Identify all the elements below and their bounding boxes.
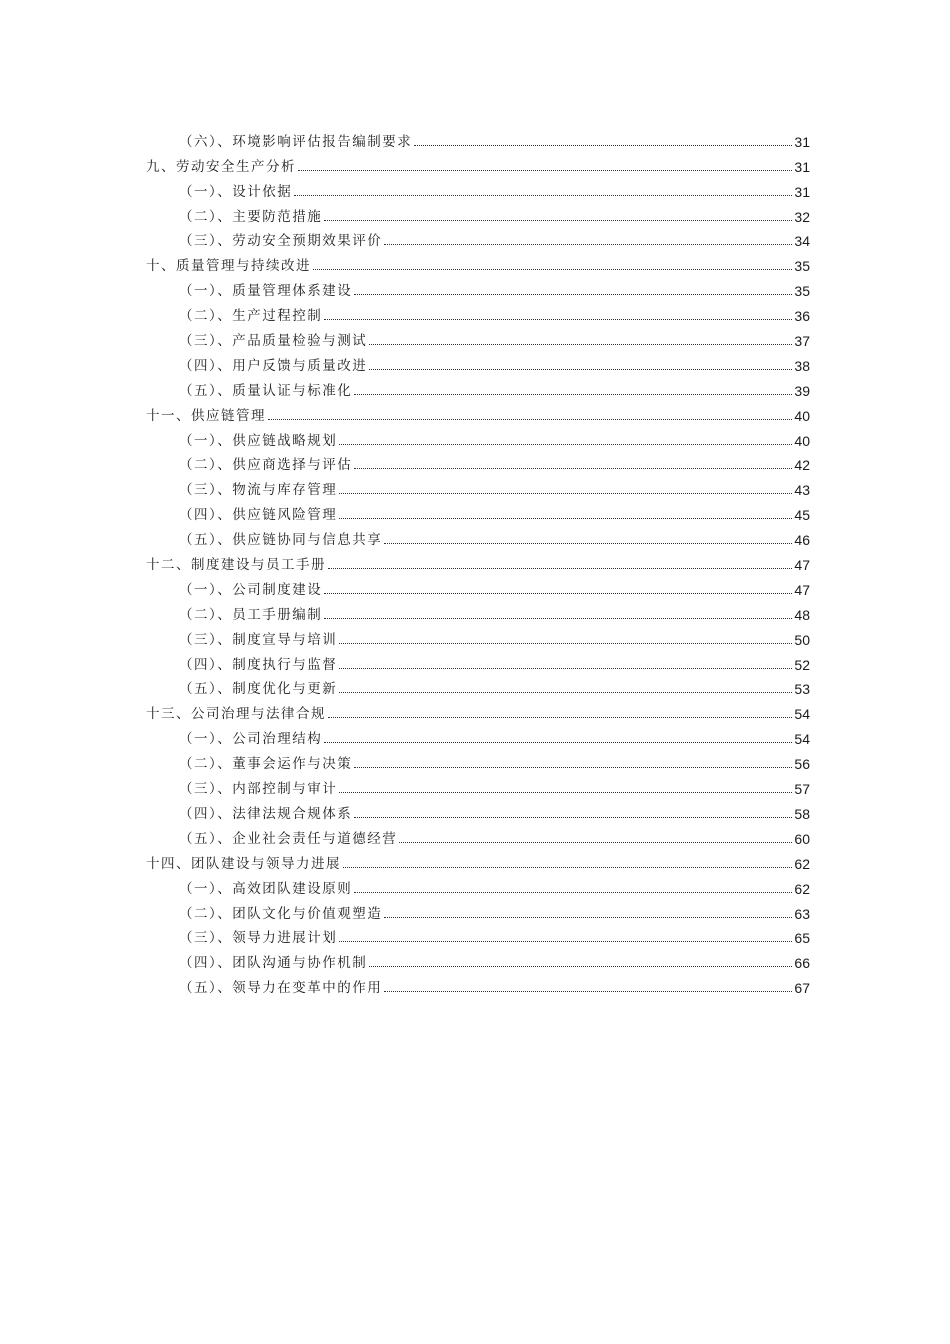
toc-entry-page-number: 48: [794, 606, 810, 623]
toc-entry-page-number: 40: [794, 432, 810, 449]
toc-section-entry[interactable]: [146, 299, 810, 324]
toc-entry-page-number: 32: [794, 208, 810, 225]
dot-leader: [324, 219, 792, 221]
toc-entry-page-number: 65: [794, 930, 810, 947]
toc-section-entry[interactable]: [146, 324, 810, 349]
toc-entry-page-number: 34: [794, 233, 810, 250]
toc-entry-page-number: 47: [794, 557, 810, 574]
dot-leader: [339, 492, 792, 494]
toc-entry-title: （三）、物流与库存管理: [179, 482, 338, 499]
toc-entry-title: （四）、团队沟通与协作机制: [179, 955, 368, 972]
toc-entry-title: （三）、劳动安全预期效果评价: [179, 233, 383, 250]
toc-entry-title: （一）、设计依据: [179, 183, 293, 200]
toc-section-entry[interactable]: [146, 175, 810, 200]
toc-entry-page-number: 35: [794, 258, 810, 275]
toc-entry-title: （一）、公司治理结构: [179, 731, 323, 748]
toc-entry-page-number: 31: [794, 183, 810, 200]
toc-entry-page-number: 35: [794, 283, 810, 300]
dot-leader: [298, 169, 792, 171]
toc-entry-title: （一）、供应链战略规划: [179, 432, 338, 449]
toc-section-entry[interactable]: [146, 747, 810, 772]
toc-entry-title: （五）、质量认证与标准化: [179, 382, 353, 399]
toc-entry-title: 十三、公司治理与法律合规: [146, 706, 326, 723]
toc-section-entry[interactable]: [146, 971, 810, 996]
toc-entry-title: 十二、制度建设与员工手册: [146, 557, 326, 574]
toc-entry-page-number: 63: [794, 905, 810, 922]
toc-section-entry[interactable]: [146, 872, 810, 897]
table-of-contents: [146, 125, 810, 996]
dot-leader: [384, 916, 792, 918]
dot-leader: [328, 716, 792, 718]
dot-leader: [354, 393, 792, 395]
dot-leader: [384, 243, 792, 245]
toc-entry-title: （四）、供应链风险管理: [179, 507, 338, 524]
toc-section-entry[interactable]: [146, 673, 810, 698]
dot-leader: [339, 667, 792, 669]
toc-entry-title: （五）、供应链协同与信息共享: [179, 532, 383, 549]
toc-entry-page-number: 38: [794, 357, 810, 374]
toc-entry-page-number: 45: [794, 507, 810, 524]
dot-leader: [399, 841, 792, 843]
toc-entry-page-number: 53: [794, 681, 810, 698]
toc-entry-page-number: 36: [794, 308, 810, 325]
dot-leader: [339, 940, 792, 942]
toc-chapter-entry[interactable]: [146, 399, 810, 424]
toc-entry-page-number: 31: [794, 133, 810, 150]
toc-section-entry[interactable]: [146, 797, 810, 822]
toc-chapter-entry[interactable]: [146, 697, 810, 722]
dot-leader: [369, 368, 792, 370]
toc-entry-title: 十一、供应链管理: [146, 407, 266, 424]
toc-entry-title: （五）、制度优化与更新: [179, 681, 338, 698]
toc-entry-page-number: 52: [794, 656, 810, 673]
toc-entry-title: （五）、企业社会责任与道德经营: [179, 830, 398, 847]
toc-entry-page-number: 43: [794, 482, 810, 499]
toc-entry-title: （六）、环境影响评估报告编制要求: [179, 133, 413, 150]
toc-chapter-entry[interactable]: [146, 150, 810, 175]
toc-section-entry[interactable]: [146, 449, 810, 474]
dot-leader: [339, 517, 792, 519]
dot-leader: [369, 965, 792, 967]
toc-section-entry[interactable]: [146, 225, 810, 250]
toc-entry-page-number: 46: [794, 532, 810, 549]
toc-chapter-entry[interactable]: [146, 548, 810, 573]
dot-leader: [343, 866, 792, 868]
toc-section-entry[interactable]: [146, 946, 810, 971]
dot-leader: [324, 741, 792, 743]
dot-leader: [324, 592, 792, 594]
toc-entry-title: （二）、董事会运作与决策: [179, 756, 353, 773]
toc-section-entry[interactable]: [146, 822, 810, 847]
toc-entry-page-number: 67: [794, 980, 810, 997]
dot-leader: [384, 990, 792, 992]
toc-section-entry[interactable]: [146, 374, 810, 399]
toc-section-entry[interactable]: [146, 623, 810, 648]
toc-entry-title: （四）、法律法规合规体系: [179, 805, 353, 822]
toc-entry-title: （二）、供应商选择与评估: [179, 457, 353, 474]
toc-entry-page-number: 47: [794, 581, 810, 598]
toc-section-entry[interactable]: [146, 772, 810, 797]
dot-leader: [354, 467, 792, 469]
toc-entry-title: （五）、领导力在变革中的作用: [179, 980, 383, 997]
toc-entry-page-number: 39: [794, 382, 810, 399]
toc-entry-page-number: 56: [794, 756, 810, 773]
toc-entry-page-number: 31: [794, 158, 810, 175]
toc-entry-title: （三）、领导力进展计划: [179, 930, 338, 947]
toc-entry-title: （一）、公司制度建设: [179, 581, 323, 598]
toc-entry-title: （二）、生产过程控制: [179, 308, 323, 325]
toc-section-entry[interactable]: [146, 897, 810, 922]
toc-section-entry[interactable]: [146, 598, 810, 623]
toc-section-entry[interactable]: [146, 349, 810, 374]
dot-leader: [354, 891, 792, 893]
dot-leader: [268, 418, 792, 420]
toc-entry-title: （一）、质量管理体系建设: [179, 283, 353, 300]
dot-leader: [313, 268, 792, 270]
toc-entry-page-number: 54: [794, 731, 810, 748]
toc-entry-title: （二）、主要防范措施: [179, 208, 323, 225]
dot-leader: [324, 318, 792, 320]
toc-entry-title: （一）、高效团队建设原则: [179, 880, 353, 897]
dot-leader: [354, 293, 792, 295]
toc-section-entry[interactable]: [146, 498, 810, 523]
dot-leader: [384, 542, 792, 544]
toc-section-entry[interactable]: [146, 573, 810, 598]
toc-chapter-entry[interactable]: [146, 847, 810, 872]
toc-section-entry[interactable]: [146, 125, 810, 150]
toc-chapter-entry[interactable]: [146, 249, 810, 274]
toc-entry-title: 十四、团队建设与领导力进展: [146, 855, 341, 872]
dot-leader: [339, 691, 792, 693]
toc-entry-title: 九、劳动安全生产分析: [146, 158, 296, 175]
dot-leader: [354, 766, 792, 768]
dot-leader: [414, 144, 792, 146]
toc-entry-page-number: 58: [794, 805, 810, 822]
dot-leader: [354, 816, 792, 818]
toc-section-entry[interactable]: [146, 722, 810, 747]
dot-leader: [294, 194, 792, 196]
toc-entry-page-number: 62: [794, 855, 810, 872]
toc-entry-title: （三）、内部控制与审计: [179, 781, 338, 798]
toc-entry-page-number: 37: [794, 333, 810, 350]
toc-section-entry[interactable]: [146, 648, 810, 673]
toc-entry-page-number: 57: [794, 781, 810, 798]
toc-section-entry[interactable]: [146, 424, 810, 449]
toc-entry-title: （三）、产品质量检验与测试: [179, 333, 368, 350]
dot-leader: [328, 567, 792, 569]
toc-section-entry[interactable]: [146, 200, 810, 225]
toc-entry-page-number: 60: [794, 830, 810, 847]
toc-entry-title: （二）、员工手册编制: [179, 606, 323, 623]
toc-entry-page-number: 54: [794, 706, 810, 723]
toc-entry-page-number: 62: [794, 880, 810, 897]
toc-section-entry[interactable]: [146, 922, 810, 947]
dot-leader: [339, 791, 792, 793]
dot-leader: [339, 443, 792, 445]
toc-entry-page-number: 40: [794, 407, 810, 424]
toc-entry-title: （四）、用户反馈与质量改进: [179, 357, 368, 374]
toc-entry-title: （二）、团队文化与价值观塑造: [179, 905, 383, 922]
toc-section-entry[interactable]: [146, 274, 810, 299]
toc-section-entry[interactable]: [146, 473, 810, 498]
toc-entry-page-number: 42: [794, 457, 810, 474]
toc-entry-title: （四）、制度执行与监督: [179, 656, 338, 673]
toc-entry-title: 十、质量管理与持续改进: [146, 258, 311, 275]
toc-entry-page-number: 50: [794, 631, 810, 648]
dot-leader: [369, 343, 792, 345]
dot-leader: [324, 617, 792, 619]
dot-leader: [339, 642, 792, 644]
toc-entry-title: （三）、制度宣导与培训: [179, 631, 338, 648]
toc-section-entry[interactable]: [146, 523, 810, 548]
toc-entry-page-number: 66: [794, 955, 810, 972]
